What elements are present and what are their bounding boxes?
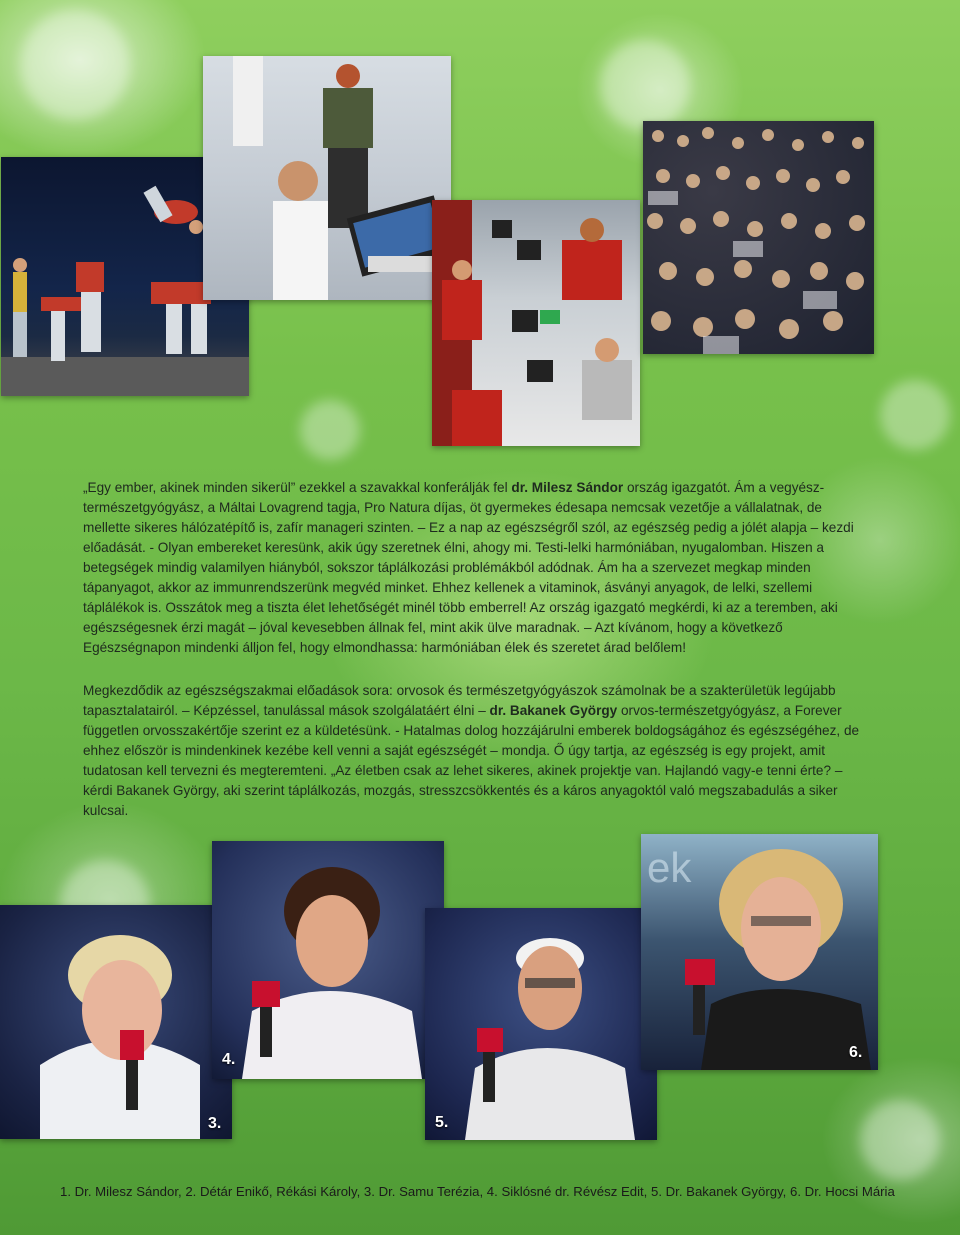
computer-room-illustration	[432, 200, 640, 446]
photo-speaker-5	[425, 908, 657, 1140]
paragraph-text: „Egy ember, akinek minden sikerül” ezekkel a szavakkal konferálják fel	[83, 480, 512, 495]
article-paragraph-2	[83, 681, 873, 821]
photo-speaker-6	[641, 834, 878, 1070]
photo-number: 3.	[208, 1115, 222, 1132]
presenter-illustration	[203, 56, 451, 300]
photo-audience	[643, 121, 874, 354]
photo-number: 4.	[222, 1051, 236, 1068]
bokeh-light	[300, 400, 360, 460]
speaker-6-illustration	[641, 834, 878, 1070]
photo-number: 6.	[849, 1044, 863, 1061]
svg-text:ek: ek	[647, 844, 692, 891]
name-highlight: dr. Bakanek György	[489, 703, 618, 718]
paragraph-text: orvos-természetgyógyász, a Forever független orvosszakértője szerint ez a küldetésünk. - Hatalmas dolog hozzájárulni emberek boldogságához és egészségéhez, de ehhez először is mindenkinek kezébe kell venni a saját egészségét – mondja. Ő úgy tartja, az egészség is egy projekt, amit tudatosan kell tervezni és megteremteni. „Az életben csak az lehet sikeres, akinek projektje van. Hajlandó vagy-e tenni érte? – kérdi Bakanek György, aki szerint táplálkozás, mozgás, stresszcsökkentés és a káros anyagoktól való megszabadulás a siker kulcsai.	[83, 703, 860, 818]
article-paragraph-1	[83, 478, 873, 658]
photo-computer-room	[432, 200, 640, 446]
paragraph-text: Megkezdődik az egészségszakmai előadások sora: orvosok és természetgyógyászok számolnak be a szakterületük legújabb tapasztalatairól. – Képzéssel, tanulással mások szolgálatáért élni –	[83, 683, 836, 718]
bokeh-light	[20, 10, 130, 120]
audience-illustration	[643, 121, 874, 354]
photo-speaker-4	[212, 841, 444, 1079]
speaker-5-illustration	[425, 908, 657, 1140]
bokeh-light	[860, 1100, 940, 1180]
photo-laptop-presenter	[203, 56, 451, 300]
photo-caption: 1. Dr. Milesz Sándor, 2. Détár Enikő, Rékási Károly, 3. Dr. Samu Terézia, 4. Siklósné dr. Révész Edit, 5. Dr. Bakanek György, 6. Dr. Hocsi Mária	[60, 1184, 895, 1199]
name-highlight: dr. Milesz Sándor	[511, 480, 624, 495]
speaker-3-illustration	[0, 905, 232, 1139]
photo-speaker-3	[0, 905, 232, 1139]
paragraph-text: ország igazgatót. Ám a vegyész-természetgyógyász, a Máltai Lovagrend tagja, Pro Natura díjas, öt gyermekes édesapa nemcsak vezetője a vállalatnak, de mellette sikeres hálózatépítő is, zafír manageri szinten. – Ez a nap az egészségről szól, az egészség pedig a jólét alapja – kezdi előadását. - Olyan embereket keresünk, akik úgy szeretnek élni, ahogy mi. Testi-lelki harmóniában, nyugalomban. Hiszen a betegségek mindig valamilyen hiányból, sokszor táplálkozási problémákból adódnak. Ám ha a szervezet megkap minden tápanyagot, akkor az immunrendszerünk megvéd minket. Ehhez kellenek a vitaminok, ásványi anyagok, de lelki, szellemi táplálékok is. Osszátok meg a tiszta élet lehetőségét minél több emberrel! Az ország igazgató megkérdi, ki az a teremben, aki egészségesnek érzi magát – jóval kevesebben állnak fel, mint akik ülve maradnak. – Azt kívánom, hogy a következő Egészségnapon mindenki álljon fel, hogy elmondhassa: harmóniában élek és szeretet árad belőlem!	[83, 480, 854, 655]
speaker-4-illustration	[212, 841, 444, 1079]
bokeh-light	[880, 380, 950, 450]
photo-number: 5.	[435, 1114, 449, 1131]
bokeh-light	[600, 40, 690, 130]
